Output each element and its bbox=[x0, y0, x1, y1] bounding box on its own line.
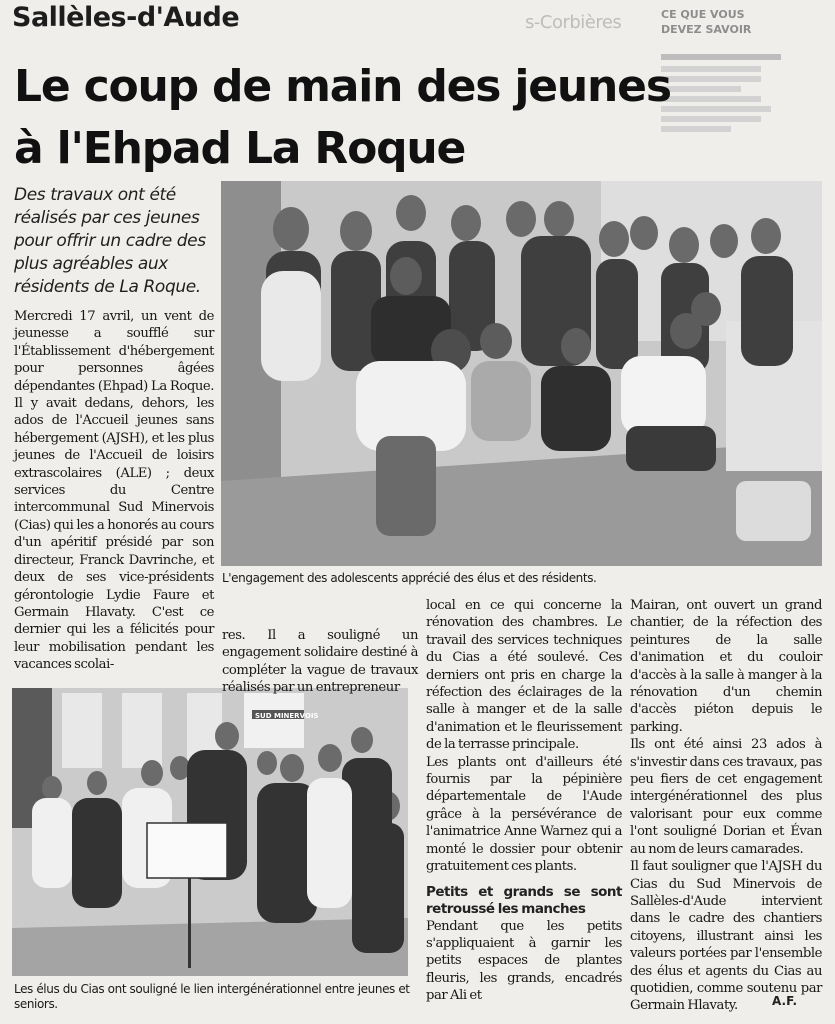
photo-caption-1: L'engagement des adolescents apprécié des élus et des résidents. bbox=[222, 571, 597, 585]
article-kicker: Sallèles-d'Aude bbox=[12, 2, 240, 33]
column-4-paragraph-1: Mairan, ont ouvert un grand chantier, de la réfection des peintures de la salle d'animation et du couloir d'accès à la salle à manger à la rénovation d'un chemin d'accès piéton depuis le parking. bbox=[630, 598, 822, 735]
article-headline bbox=[14, 56, 674, 180]
column-3-paragraph-1: local en ce qui concerne la rénovation des chambres. Le travail des services techniques du Cias a été soulevé. Ces derniers ont pris en charge la réfection des éclairages de la salle à manger et de la salle d'animation et le fleurissement de la terrasse principale. bbox=[426, 598, 622, 753]
column-4-paragraph-3: Il faut souligner que l'AJSH du Cias du Sud Minervois de Sallèles-d'Aude intervient dans le cadre des chantiers citoyens, illustrant ainsi les valeurs portées par l'ensemble des élus et agents du Cias au quotidien, comme soutenu par Germain Hlavaty. bbox=[630, 859, 822, 1014]
group-photo-teens-illustration bbox=[221, 181, 822, 566]
column-3-paragraph-3: Pendant que les petits s'appliquaient à garnir les petits espaces de plantes fleuris, les grands, encadrés par Ali et bbox=[426, 918, 622, 1004]
banner-text: SUD MINERVOIS bbox=[255, 712, 319, 720]
article-column-4 bbox=[630, 597, 822, 1015]
group-photo-seniors-illustration bbox=[12, 688, 408, 976]
article-author: A.F. bbox=[772, 994, 798, 1008]
article-intro: Des travaux ont été réalisés par ces jeunes pour offrir un cadre des plus agréables aux résidents de La Roque. bbox=[14, 185, 206, 297]
photo-caption-2: Les élus du Cias ont souligné le lien intergénérationnel entre jeunes et seniors. bbox=[14, 982, 410, 1011]
ghost-label-1: CE QUE VOUS bbox=[661, 8, 745, 21]
adjacent-article-ghost: s-Corbières bbox=[525, 12, 622, 33]
group-photo-teens bbox=[221, 181, 822, 566]
article-column-3 bbox=[426, 597, 622, 1005]
column-4-paragraph-2: Ils ont été ainsi 23 ados à s'investir dans ces travaux, pas peu fiers de cet engagement intergénérationnel des plus valorisant pour eux comme l'ont souligné Dorian et Évan au nom de leurs camarades. bbox=[630, 737, 822, 857]
headline-line-1: Le coup de main des jeunes bbox=[14, 61, 671, 112]
article-column-2: res. Il a souligné un engagement solidaire destiné à compléter la vague de travaux réalisés par un entrepreneur bbox=[222, 628, 418, 696]
group-photo-seniors bbox=[12, 688, 408, 976]
headline-line-2: à l'Ehpad La Roque bbox=[14, 123, 466, 174]
adjacent-sidebar-ghost bbox=[655, 4, 835, 174]
article-column-1: Mercredi 17 avril, un vent de jeunesse a soufflé sur l'Établissement d'hébergement pour personnes âgées dépendantes (Ehpad) La Roque. Il y avait dedans, dehors, les ados de l'Accueil jeunes sans hébergement (AJSH), et les plus jeunes de l'Accueil de loisirs extrascolaires (ALE) ; deux services du Centre intercommunal Sud Minervois (Cias) qui les a honorés au cours d'un apéritif présidé par son directeur, Franck Davrinche, et deux de ses vice-présidents gérontologie Lydie Faure et Germain Hlavaty. C'est ce dernier qui les a félicités pour leur mobilisation pendant les vacances scolai- bbox=[14, 309, 214, 673]
ghost-label-2: DEVEZ SAVOIR bbox=[661, 23, 752, 36]
column-3-paragraph-2: Les plants ont d'ailleurs été fournis par la pépinière départementale de l'Aude grâce à la persévérance de l'animatrice Anne Warnez qui a monté le dossier pour obtenir gratuitement ces plants. bbox=[426, 754, 622, 875]
section-subhead: Petits et grands se sont retroussé les manches bbox=[426, 883, 622, 917]
